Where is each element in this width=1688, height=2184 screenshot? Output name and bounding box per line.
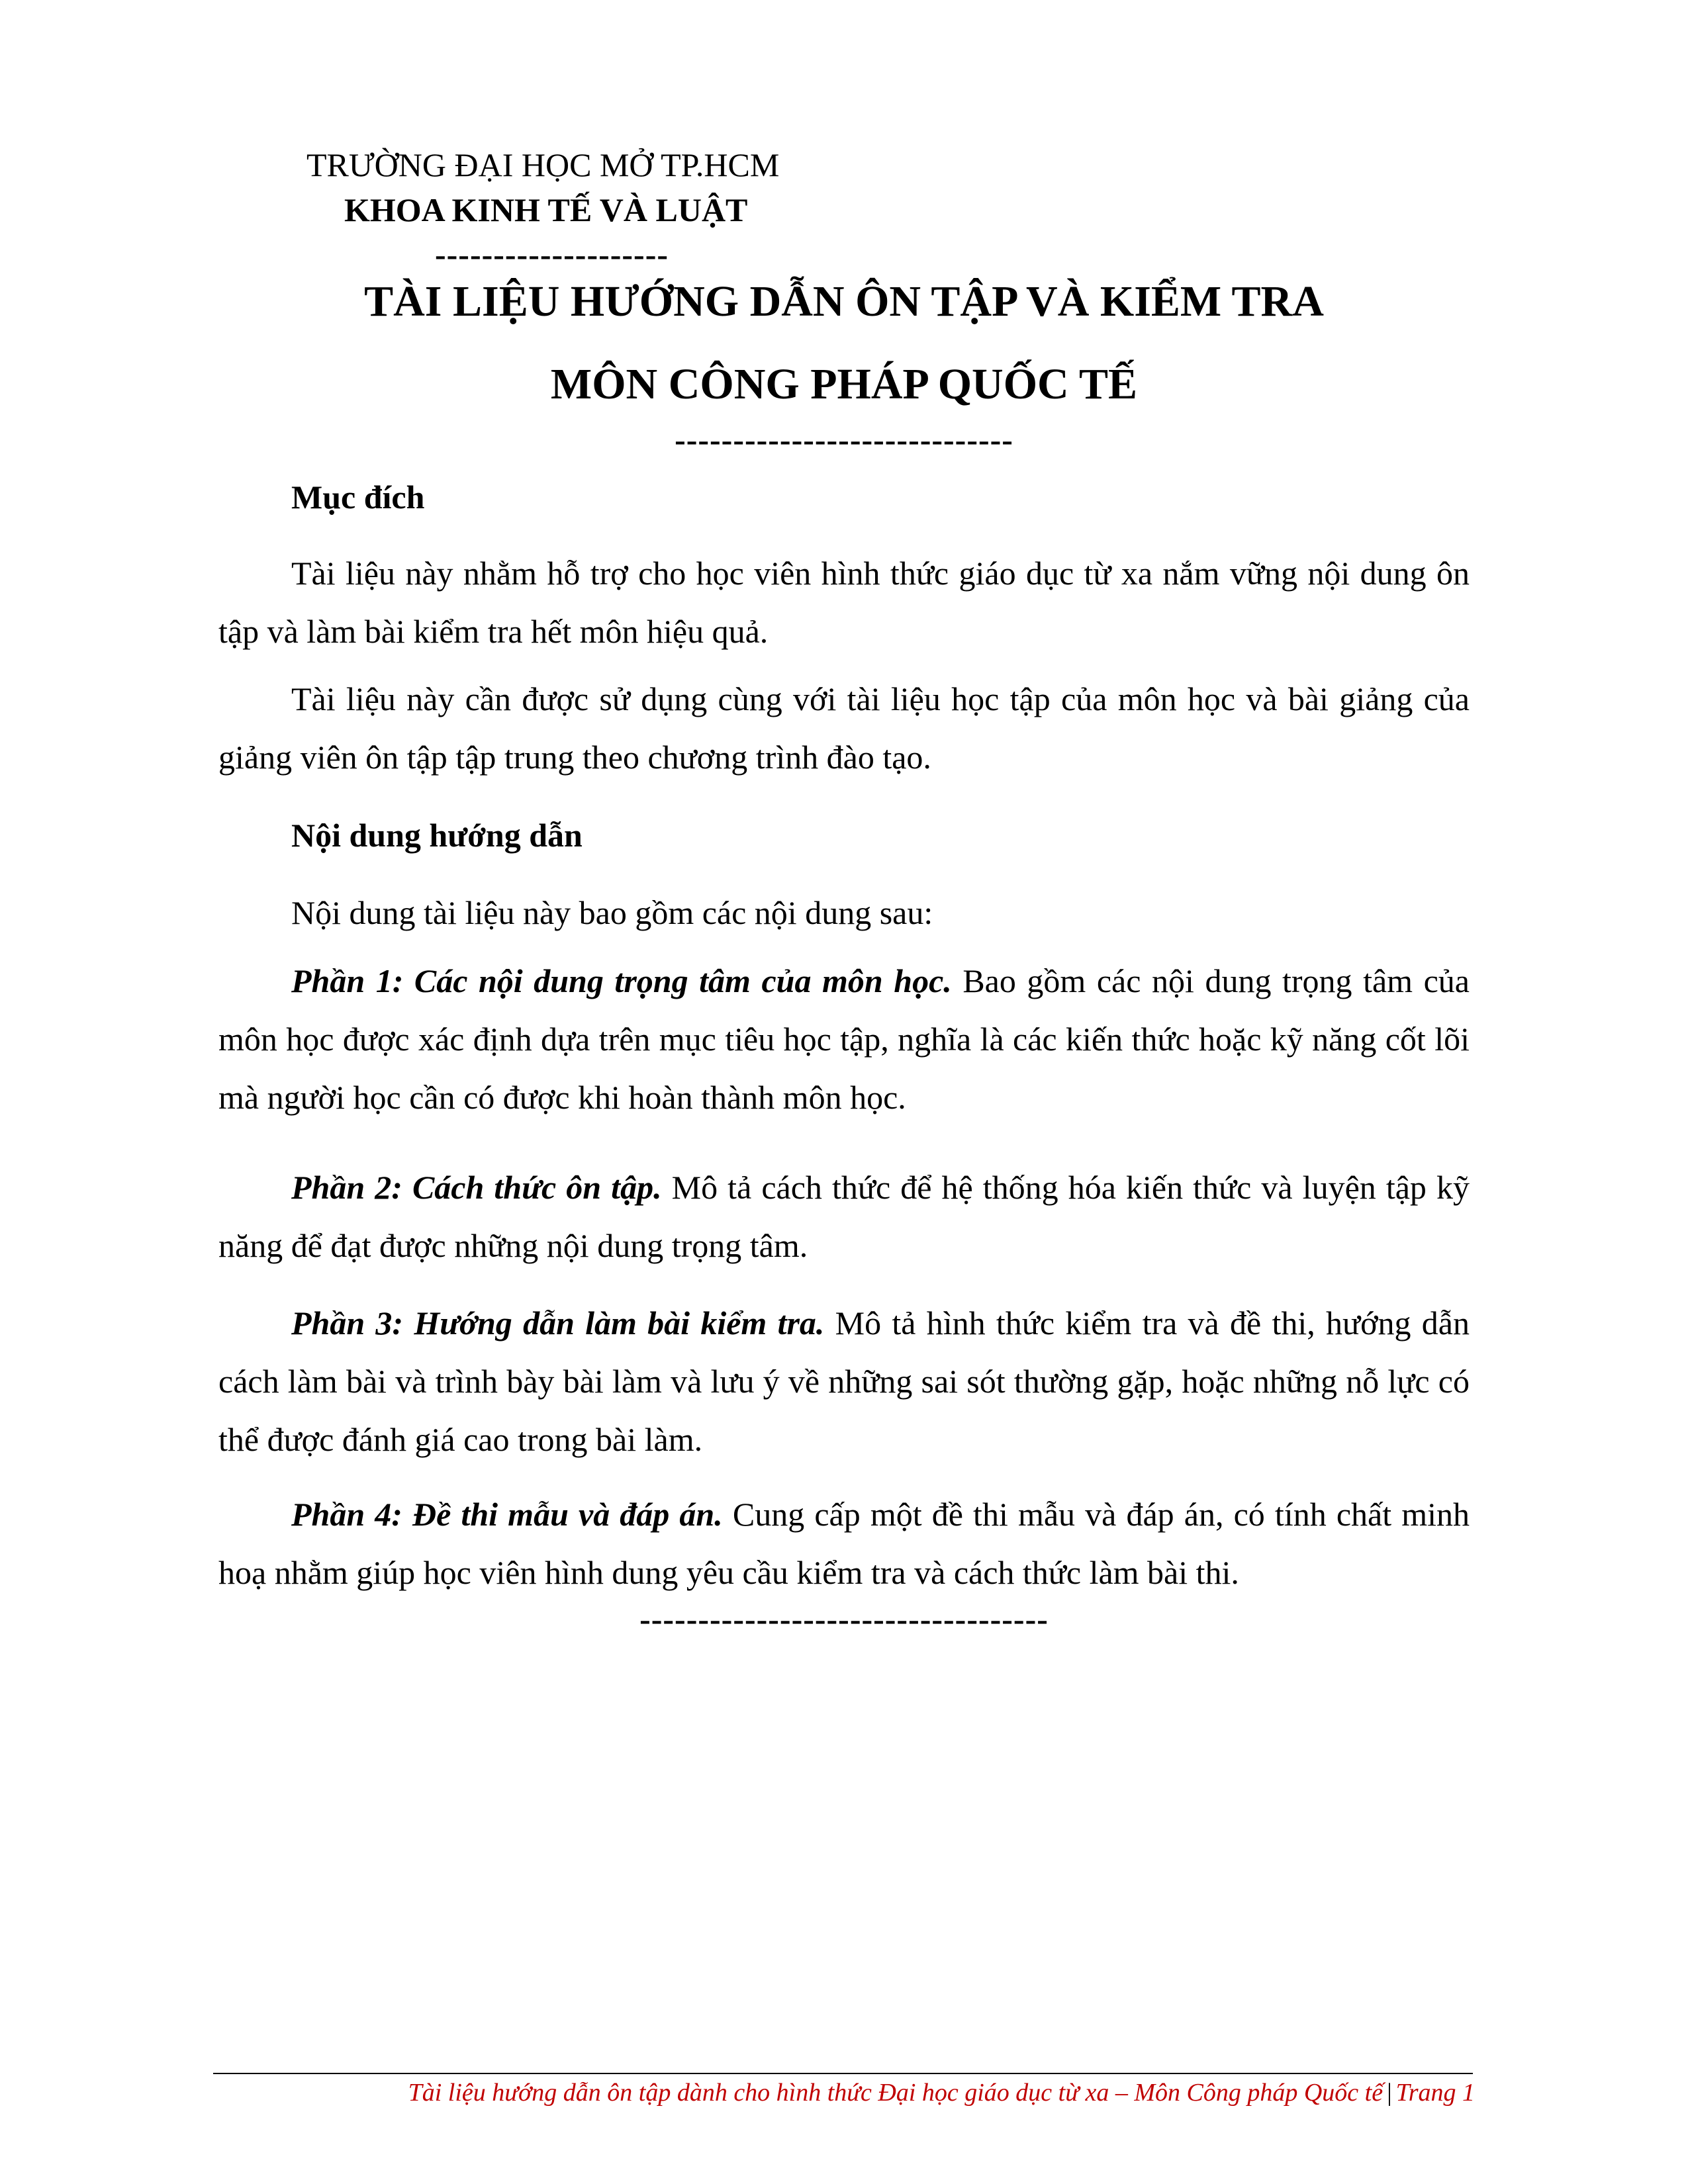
- part-2-text: Mô tả cách thức để hệ thống hóa kiến thức và luyện tập kỹ năng để đạt được những nội dung trọng tâm.: [218, 1169, 1470, 1264]
- part-4-paragraph: [218, 1485, 1470, 1602]
- purpose-heading: Mục đích: [291, 478, 425, 516]
- part-3-text: Mô tả hình thức kiểm tra và đề thi, hướng dẫn cách làm bài và trình bày bài làm và lưu ý về những sai sót thường gặp, hoặc những nỗ lực có thể được đánh giá cao trong bài làm.: [218, 1304, 1470, 1458]
- footer-rule: [213, 2073, 1473, 2074]
- header-separator: --------------------: [435, 236, 669, 273]
- footer-text: Tài liệu hướng dẫn ôn tập dành cho hình thức Đại học giáo dục từ xa – Môn Công pháp Quốc tế: [408, 2079, 1383, 2107]
- part-3-paragraph: [218, 1294, 1470, 1469]
- document-title-line2: MÔN CÔNG PHÁP QUỐC TẾ: [550, 360, 1138, 408]
- part-1-label: Phần 1: Các nội dung trọng tâm của môn học.: [291, 962, 952, 999]
- purpose-paragraph-2: Tài liệu này cần được sử dụng cùng với tài liệu học tập của môn học và bài giảng của giảng viên ôn tập tập trung theo chương trình đào tạo.: [218, 680, 1470, 776]
- part-4-label: Phần 4: Đề thi mẫu và đáp án.: [291, 1496, 723, 1533]
- part-2-label: Phần 2: Cách thức ôn tập.: [291, 1169, 662, 1206]
- part-4-text: Cung cấp một đề thi mẫu và đáp án, có tính chất minh hoạ nhằm giúp học viên hình dung yêu cầu kiểm tra và cách thức làm bài thi.: [218, 1496, 1470, 1591]
- part-3-label: Phần 3: Hướng dẫn làm bài kiểm tra.: [291, 1304, 825, 1342]
- document-title-line1: TÀI LIỆU HƯỚNG DẪN ÔN TẬP VÀ KIỂM TRA: [364, 277, 1324, 326]
- footer-divider: |: [1387, 2079, 1392, 2107]
- page-footer: [408, 2078, 1475, 2107]
- part-1-paragraph: [218, 952, 1470, 1126]
- page-number: Trang 1: [1395, 2079, 1475, 2107]
- university-name: TRƯỜNG ĐẠI HỌC MỞ TP.HCM: [306, 146, 780, 183]
- part-1-text: Bao gồm các nội dung trọng tâm của môn học được xác định dựa trên mục tiêu học tập, nghĩa là các kiến thức hoặc kỹ năng cốt lõi mà người học cần có được khi hoàn thành môn học.: [218, 962, 1470, 1116]
- title-separator: -----------------------------: [675, 421, 1013, 458]
- purpose-paragraph-1: Tài liệu này nhằm hỗ trợ cho học viên hình thức giáo dục từ xa nắm vững nội dung ôn tập và làm bài kiểm tra hết môn hiệu quả.: [218, 555, 1470, 650]
- content-heading: Nội dung hướng dẫn: [291, 817, 583, 854]
- content-intro: Nội dung tài liệu này bao gồm các nội dung sau:: [291, 894, 933, 931]
- end-separator: -----------------------------------: [639, 1600, 1049, 1637]
- faculty-name: KHOA KINH TẾ VÀ LUẬT: [344, 191, 748, 228]
- part-2-paragraph: [218, 1158, 1470, 1275]
